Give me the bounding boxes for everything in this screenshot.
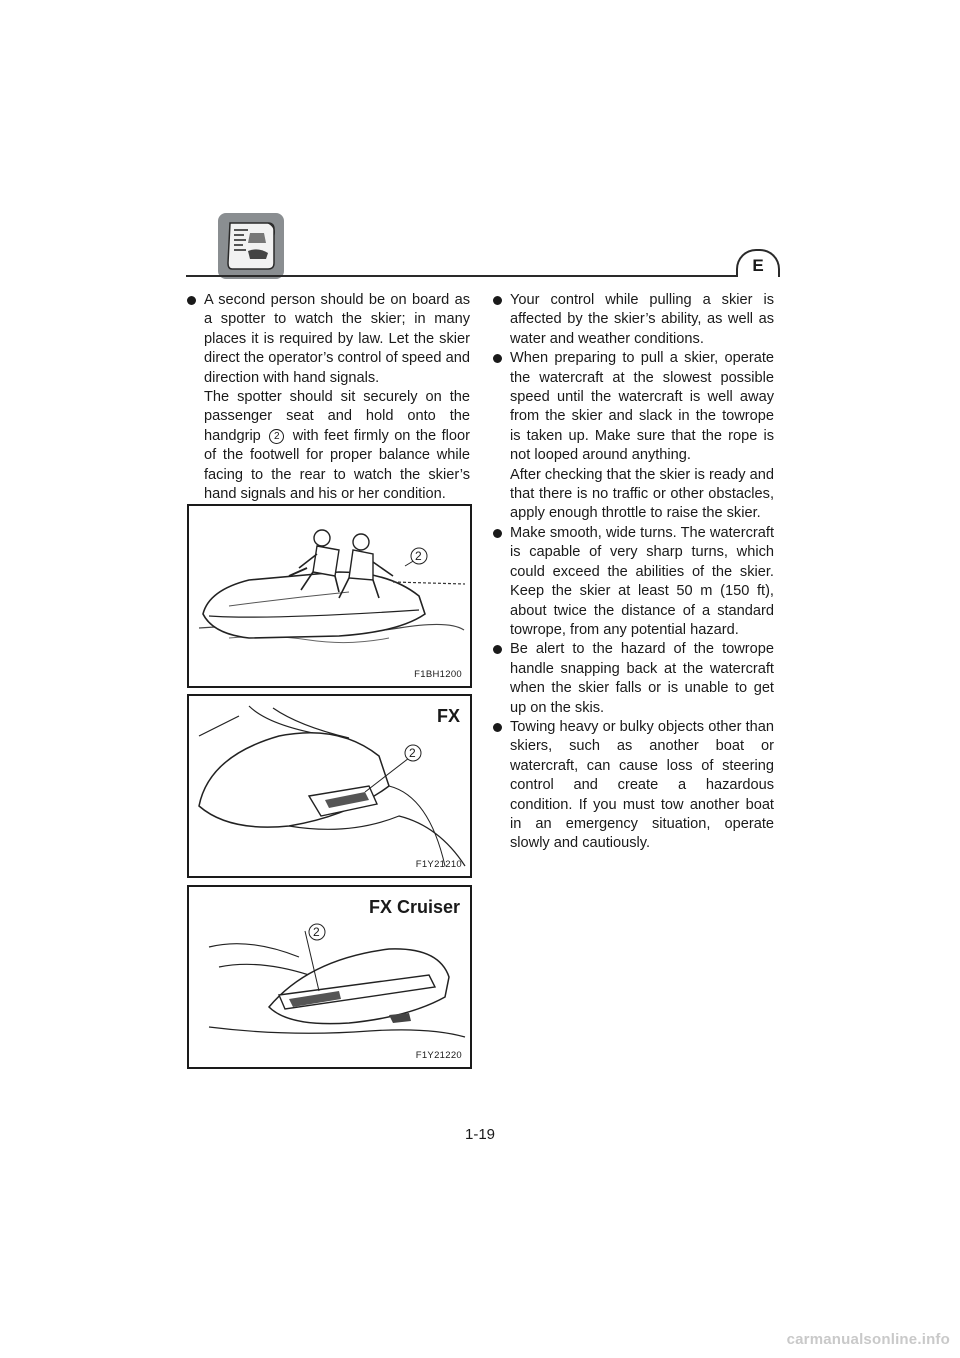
figure-callout-number: 2	[415, 549, 422, 563]
list-item	[492, 349, 774, 465]
bullet-text: Make smooth, wide turns. The watercraft is capable of very sharp turns, which could exceed the abilities of the skier. Keep the skier at least 50 m (150 ft), about twice the distance of a standard towrope, from any potential hazard.	[510, 524, 774, 638]
bullet-text: Towing heavy or bulky objects other than skiers, such as another boat or watercraft, can cause loss of steering control and create a hazardous condition. If you must tow another boat in an emergency situation, operate slowly and cautiously.	[510, 718, 774, 852]
left-column	[186, 291, 470, 504]
figure-title: FX	[436, 706, 460, 726]
list-item	[186, 291, 470, 388]
figure-title: FX Cruiser	[368, 897, 460, 917]
bullet-icon	[493, 529, 502, 538]
list-item	[492, 291, 774, 349]
bullet-text: Your control while pulling a skier is affected by the skier’s ability, as well as water and weather conditions.	[510, 292, 774, 347]
figure-fx-handgrip	[187, 694, 472, 878]
manual-book-icon	[218, 213, 284, 279]
list-item	[492, 718, 774, 854]
right-column	[492, 291, 774, 854]
bullet-text: Be alert to the hazard of the towrope handle snapping back at the watercraft when the skier falls or is unable to get up on the skis.	[510, 641, 774, 716]
bullet-text: A second person should be on board as a spotter to watch the skier; in many places it is required by law. Let the skier direct the operator’s control of speed and direction with hand signals.	[204, 292, 470, 386]
figure-code: F1Y21220	[415, 1050, 462, 1061]
watermark: carmanualsonline.info	[786, 1331, 950, 1348]
bullet-icon	[493, 296, 502, 305]
figure-code: F1Y21210	[415, 859, 462, 870]
callout-number: 2	[269, 429, 284, 444]
bullet-icon	[493, 723, 502, 732]
fx-seat-illustration	[189, 696, 470, 876]
continuation-text-after: with feet firmly on the floor of the footwell for proper balance while facing to the rear to watch the skier’s hand signals and his or her condition.	[204, 427, 470, 503]
bullet-icon	[187, 296, 196, 305]
language-badge: E	[736, 249, 780, 277]
continuation-text-before: The spotter should sit securely on the passenger seat and hold onto the handgrip	[204, 389, 470, 444]
watercraft-illustration	[189, 506, 470, 686]
figure-callout-number: 2	[313, 925, 320, 939]
figure-code: F1BH1200	[414, 669, 462, 680]
list-item-continuation	[186, 388, 470, 504]
figure-fx-cruiser-handgrip	[187, 885, 472, 1069]
list-item	[492, 640, 774, 718]
continuation-text: After checking that the skier is ready and that there is no traffic or other obstacles, apply enough throttle to raise the skier.	[510, 466, 774, 522]
header-rule	[186, 275, 774, 277]
bullet-icon	[493, 354, 502, 363]
bullet-icon	[493, 645, 502, 654]
figure-watercraft-spotter	[187, 504, 472, 688]
page-number: 1-19	[464, 1126, 496, 1143]
list-item	[492, 524, 774, 640]
list-item-continuation	[492, 466, 774, 524]
figure-callout-number: 2	[409, 746, 416, 760]
bullet-text: When preparing to pull a skier, operate the watercraft at the slowest possible speed until the watercraft is well away from the skier and slack in the towrope is taken up. Make sure that the rope is not looped around anything.	[510, 350, 774, 464]
